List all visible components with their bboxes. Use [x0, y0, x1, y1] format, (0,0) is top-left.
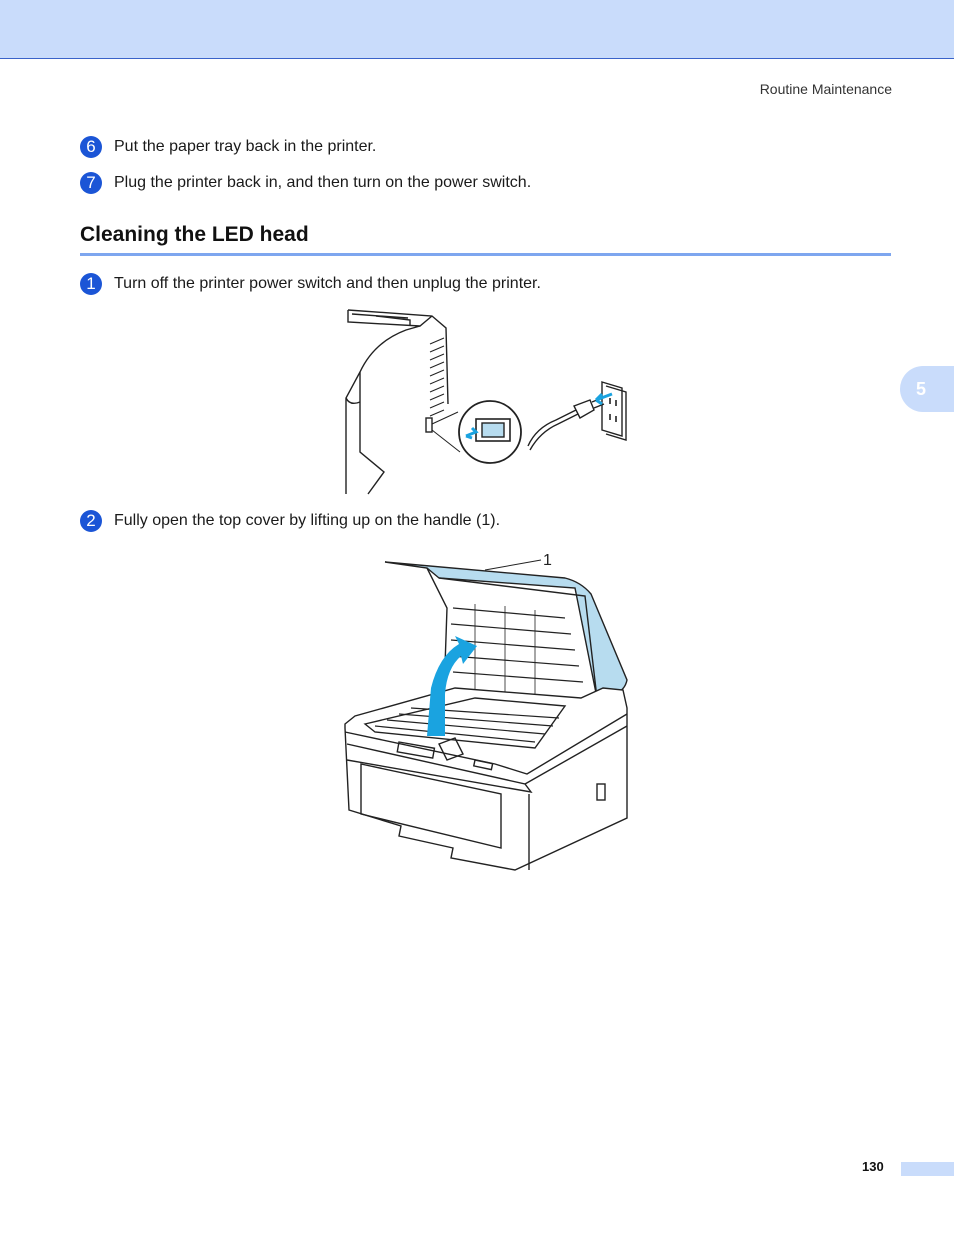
step-7 [80, 172, 531, 194]
power-switch-illustration [340, 302, 635, 500]
step-number-badge: 1 [80, 273, 102, 295]
step-number-badge: 7 [80, 172, 102, 194]
section-title: Cleaning the LED head [80, 223, 309, 246]
footer-tab [901, 1162, 954, 1176]
section-divider [80, 253, 891, 256]
chapter-tab: 5 [900, 366, 954, 412]
header-band [0, 0, 954, 59]
step-2 [80, 510, 500, 532]
step-number-badge: 2 [80, 510, 102, 532]
step-1 [80, 273, 541, 295]
step-6 [80, 136, 376, 158]
step-text: Fully open the top cover by lifting up on the handle (1). [114, 512, 501, 529]
page-number: 130 [862, 1159, 884, 1174]
running-head: Routine Maintenance [759, 81, 892, 97]
step-number-badge: 6 [80, 136, 102, 158]
step-text: Plug the printer back in, and then turn on the power switch. [114, 174, 532, 191]
open-top-cover-illustration [335, 548, 635, 873]
callout-label: 1 [543, 552, 552, 569]
step-text: Put the paper tray back in the printer. [114, 138, 377, 155]
step-text: Turn off the printer power switch and then unplug the printer. [114, 275, 541, 292]
